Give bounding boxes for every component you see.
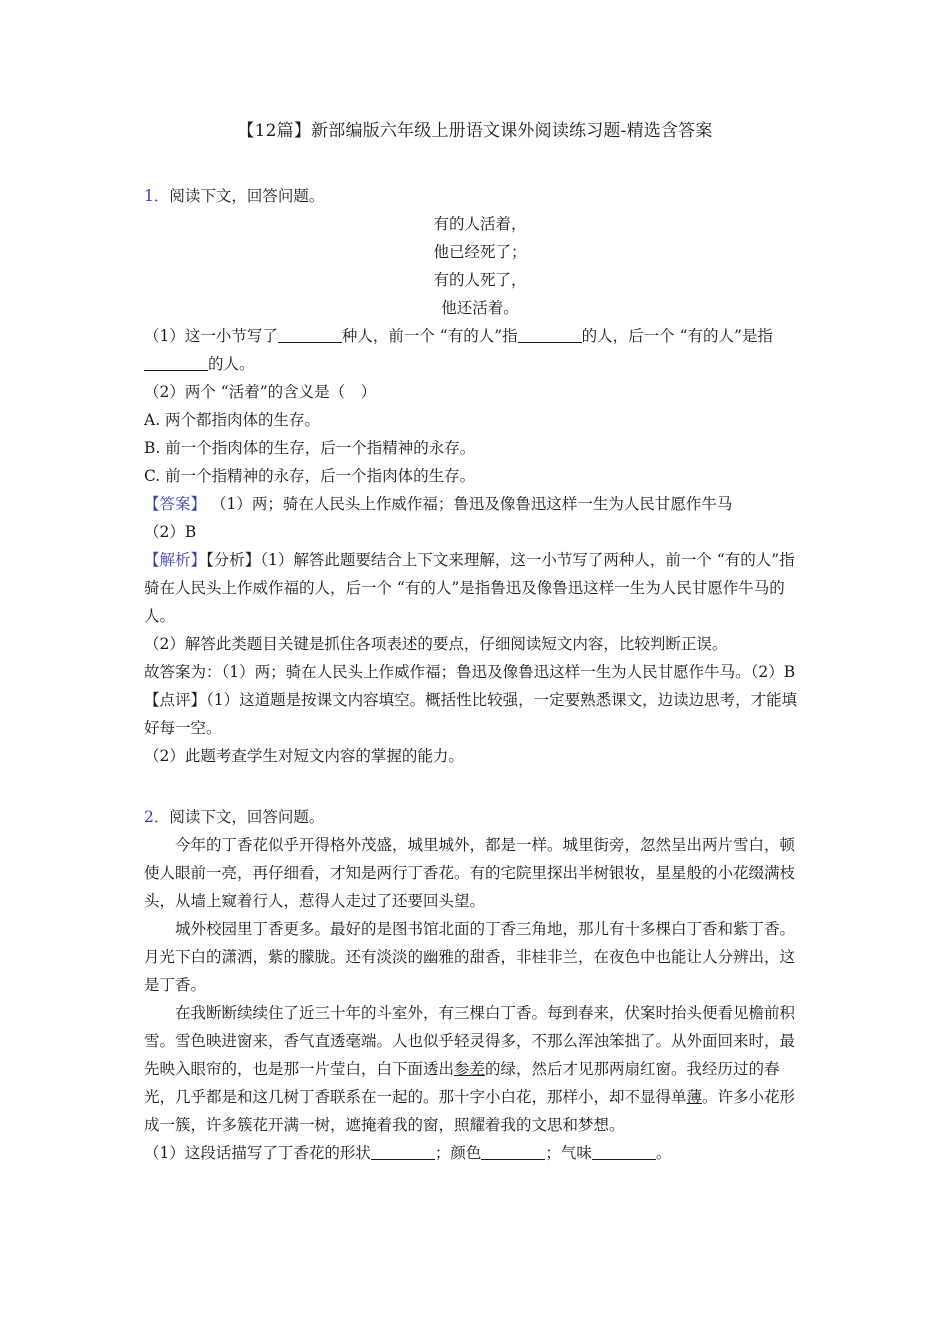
question-1-heading — [144, 182, 810, 210]
analysis-paragraph-3: 故答案为：（1）两；骑在人民头上作威作福；鲁迅及像鲁迅这样一生为人民甘愿作牛马。（2）B — [144, 663, 796, 681]
sub-question-text: 的人，后一个 “有的人”是指 — [581, 327, 773, 345]
analysis-paragraph-2: （2）解答此类题目关键是抓住各项表述的要点，仔细阅读短文内容，比较判断正误。 — [144, 635, 728, 653]
question-prompt: 阅读下文，回答问题。 — [169, 808, 325, 826]
question-number: 1． — [144, 187, 170, 205]
poem-line-3: 有的人死了， — [433, 271, 527, 289]
sub-question-text: 。 — [655, 1144, 672, 1162]
underlined-word: 薄 — [686, 1088, 703, 1106]
answer-blank — [518, 326, 582, 343]
poem-line-4: 他还活着。 — [441, 299, 519, 317]
answer-line-2: （2）B — [144, 523, 197, 541]
q1-sub-question-2: （2）两个 “活着”的含义是（ ） — [144, 383, 377, 401]
answer-blank — [481, 1143, 545, 1160]
answer-text: （1）两；骑在人民头上作威作福；鲁迅及像鲁迅这样一生为人民甘愿作牛马 — [210, 495, 733, 513]
answer-line-1 — [144, 490, 810, 518]
section-spacer — [144, 770, 810, 803]
question-number: 2． — [144, 808, 170, 826]
poem-line-1: 有的人活着， — [433, 215, 527, 233]
sub-question-text: 种人，前一个 “有的人”指 — [341, 327, 518, 345]
comment-paragraph-2: （2）此题考查学生对短文内容的掌握的能力。 — [144, 747, 464, 765]
document-title: 【12篇】新部编版六年级上册语文课外阅读练习题-精选含答案 — [237, 121, 713, 141]
question-2-heading — [144, 803, 810, 831]
document-body — [144, 182, 810, 1167]
analysis-text: （1）解答此题要结合上下文来理解，这一小节写了两种人，前一个 “有的人”指骑在人民头上作威作福的人，后一个 “有的人”是指鲁迅及像鲁迅这样一生为人民甘愿作牛马的人。 — [144, 551, 795, 625]
answer-blank — [371, 1143, 435, 1160]
answer-blank — [144, 354, 208, 371]
answer-tag: 【答案】 — [144, 495, 207, 513]
sub-question-text: 的人。 — [208, 355, 255, 373]
passage-paragraph-2: 城外校园里丁香更多。最好的是图书馆北面的丁香三角地，那儿有十多棵白丁香和紫丁香。月光下白的潇洒，紫的朦胧。还有淡淡的幽雅的甜香，非桂非兰，在夜色中也能让人分辨出，这是丁香。 — [144, 920, 796, 994]
sub-question-text: （1）这段话描写了丁香花的形状 — [144, 1144, 371, 1162]
comment-tag: 【点评】 — [144, 691, 207, 709]
sub-question-text: ；颜色 — [434, 1144, 482, 1162]
analysis-subtag: 【分析】 — [206, 551, 261, 569]
option-c: C. 前一个指精神的永存，后一个指肉体的生存。 — [144, 467, 476, 485]
option-b: B. 前一个指肉体的生存，后一个指精神的永存。 — [144, 439, 476, 457]
analysis-paragraph-1 — [144, 546, 810, 630]
q2-sub-question-1 — [144, 1139, 810, 1167]
analysis-tag: 【解析】 — [144, 551, 207, 569]
question-prompt: 阅读下文，回答问题。 — [169, 187, 325, 205]
sub-question-text: ；气味 — [545, 1144, 592, 1162]
passage-text: 在我断断续续住了近三十年的斗室外，有三棵白丁香。每到春来，伏案时抬头便看见檐前积雪。雪色映进窗来，香气直透毫端。人也似乎轻灵得多，不那么浑浊笨拙了。从外面回来时，最先映入眼帘的，也是那一片莹白，白下面透出 — [144, 1004, 796, 1078]
poem-line-2: 他已经死了； — [433, 243, 527, 261]
q1-sub-question-1 — [144, 322, 810, 378]
passage-text: 。许多小花形成一簇，许多簇花开满一树，遮掩着我的窗，照耀着我的文思和梦想。 — [144, 1088, 796, 1134]
passage-text: 的绿，然后才见那两扇红窗。我经历过的春光，几乎都是和这几树丁香联系在一起的。那十字小白花，那样小，却不显得单 — [144, 1060, 780, 1106]
answer-blank — [592, 1143, 656, 1160]
comment-paragraph-1 — [144, 686, 810, 742]
underlined-word: 参差 — [454, 1060, 486, 1078]
sub-question-text: （1）这一小节写了 — [144, 327, 278, 345]
option-a: A. 两个都指肉体的生存。 — [144, 411, 321, 429]
passage-paragraph-3 — [144, 999, 810, 1139]
answer-blank — [278, 326, 342, 343]
comment-text: （1）这道题是按课文内容填空。概括性比较强，一定要熟悉课文，边读边思考，才能填好每一空。 — [144, 691, 798, 737]
passage-paragraph-1: 今年的丁香花似乎开得格外茂盛，城里城外，都是一样。城里街旁，忽然呈出两片雪白，顿使人眼前一亮，再仔细看，才知是两行丁香花。有的宅院里探出半树银妆，星星般的小花缀满枝头，从墙上窥着行人，惹得人走过了还要回头望。 — [144, 836, 796, 910]
